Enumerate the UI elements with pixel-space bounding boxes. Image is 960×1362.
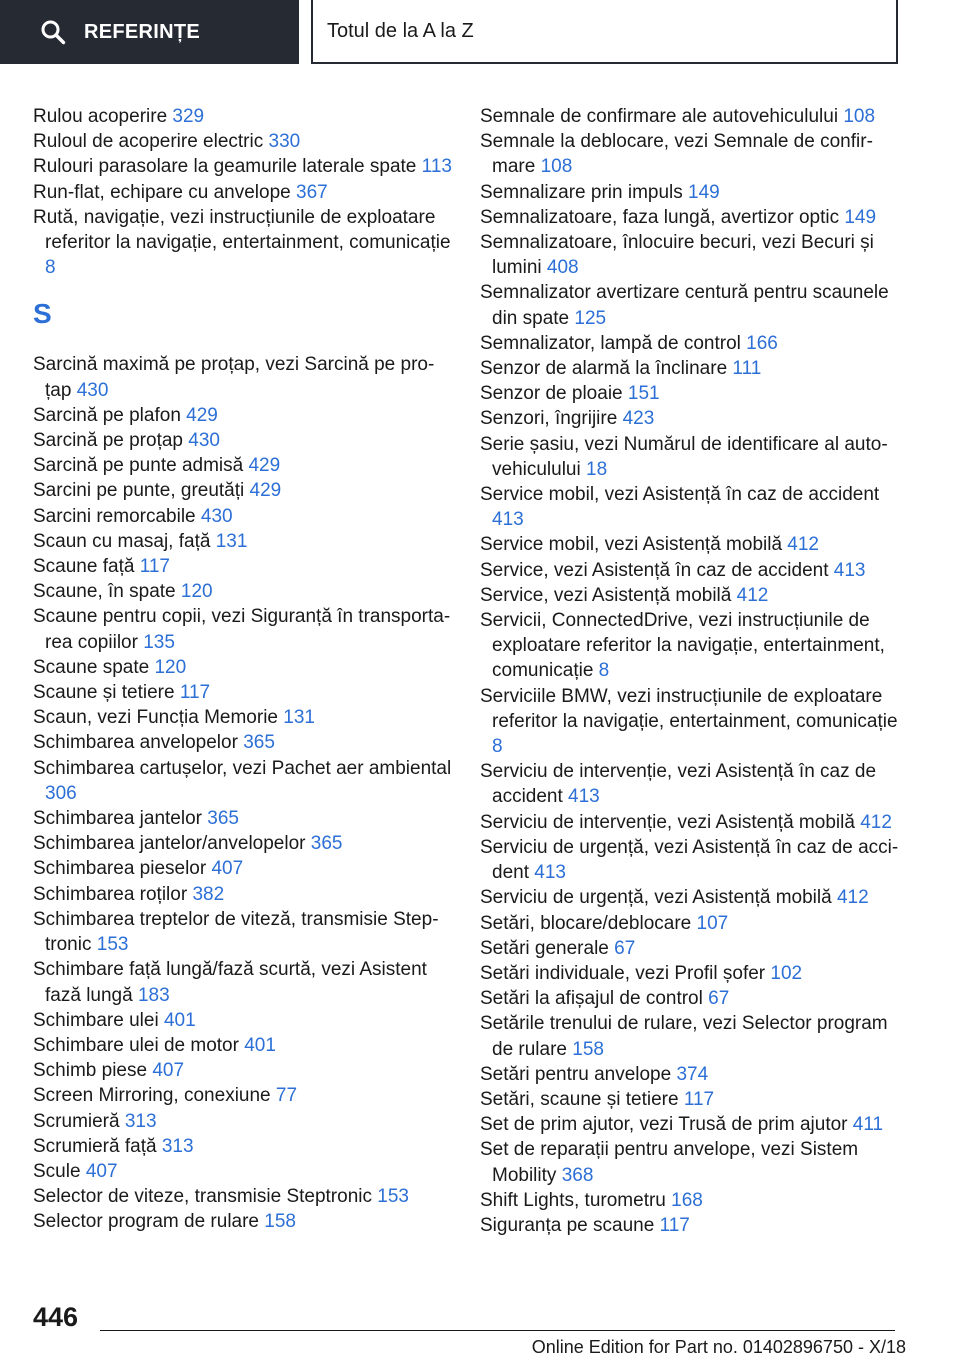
page-link[interactable]: 423 — [622, 408, 655, 430]
index-entry-text: Scrumieră față — [33, 1135, 162, 1157]
top-navigation — [0, 0, 960, 66]
index-entry-text: Scaune și tetiere — [33, 682, 180, 704]
index-entry-text: Schimbarea jantelor/anvelopelor — [33, 833, 311, 855]
footer-divider — [100, 1330, 895, 1331]
page-link[interactable]: 413 — [833, 559, 866, 581]
page-link[interactable]: 8 — [492, 736, 503, 758]
index-entry — [480, 1011, 900, 1061]
index-entry-text: Senzor de alarmă la înclinare — [480, 358, 733, 380]
page-link[interactable]: 117 — [683, 1088, 715, 1110]
page-link[interactable]: 408 — [546, 257, 579, 279]
page-link[interactable]: 153 — [377, 1186, 409, 1208]
index-entry-text: Rută, navigație, vezi instrucțiunile de exploatare referitor la navigație, entertainment, comunicație — [33, 206, 451, 254]
index-entry-text: Schimbare ulei de motor — [33, 1034, 245, 1056]
index-entry-text: Semnale de confirmare ale autovehiculului — [480, 106, 844, 127]
index-entry-text: Sarcină pe proțap — [33, 430, 189, 452]
index-entry — [33, 1134, 453, 1159]
index-entry — [480, 936, 900, 961]
index-entry-text: Screen Mirroring, conexiune — [33, 1085, 276, 1107]
page-link[interactable]: 401 — [244, 1034, 276, 1056]
page-link[interactable]: 430 — [188, 430, 220, 452]
page-link[interactable]: 108 — [843, 106, 876, 127]
index-entry — [480, 1087, 900, 1112]
index-entry-text: Semnalizatoare, înlocuire becuri, vezi Becuri și lumini — [480, 232, 874, 279]
page-link[interactable]: 149 — [688, 181, 720, 203]
page-link[interactable]: 149 — [844, 206, 877, 228]
index-entry — [33, 453, 453, 478]
page-number: 446 — [33, 1302, 79, 1332]
index-entry — [480, 558, 900, 583]
page-link[interactable]: 382 — [192, 883, 225, 905]
index-entry — [33, 806, 453, 831]
page-link[interactable]: 365 — [243, 732, 275, 754]
section-letter: S — [33, 298, 52, 330]
index-entry-text: Service mobil, vezi Asistență mobilă — [480, 534, 788, 556]
index-entry — [480, 230, 900, 280]
index-entry — [480, 608, 900, 684]
index-entry — [33, 957, 453, 1007]
page-link[interactable]: 368 — [561, 1164, 594, 1186]
index-entry-text: Semnalizare prin impuls — [480, 181, 689, 203]
index-entry-text: Setările trenului de rulare, vezi Selector program de rulare — [480, 1013, 888, 1060]
index-entry-text: Rulouri parasolare la geamurile laterale spate — [33, 156, 422, 178]
index-entry-text: Sarcină maximă pe proțap, vezi Sarcină pe proțap — [33, 354, 435, 401]
page-link[interactable]: 430 — [76, 379, 109, 401]
page-link[interactable]: 117 — [179, 682, 211, 704]
index-entry-text: Sarcini pe punte, greutăți — [33, 480, 250, 502]
page-link[interactable]: 166 — [746, 332, 778, 354]
index-entry — [33, 478, 453, 503]
index-entry — [33, 705, 453, 730]
page-link[interactable]: 183 — [137, 984, 170, 1006]
page-link[interactable]: 374 — [676, 1063, 709, 1085]
index-entry-text: Set de reparații pentru anvelope, vezi Sistem Mobility — [480, 1139, 859, 1186]
page-link[interactable]: 430 — [200, 505, 233, 527]
index-entry-text: Shift Lights, turometru — [480, 1189, 672, 1211]
index-entry — [33, 655, 453, 680]
page-link[interactable]: 401 — [163, 1009, 196, 1031]
index-entry — [480, 104, 900, 129]
tab-a-to-z[interactable] — [311, 0, 898, 64]
page-link[interactable]: 412 — [860, 811, 892, 833]
index-entry-text: Senzori, îngrijire — [480, 408, 623, 430]
index-entry — [480, 961, 900, 986]
index-entry — [480, 1137, 900, 1187]
index-entry — [480, 356, 900, 381]
page-link[interactable]: 135 — [143, 631, 175, 653]
index-entry-text: Serviciile BMW, vezi instrucțiunile de exploatare referitor la navigație, entertainment, comunicație — [480, 685, 898, 732]
index-entry — [33, 180, 453, 205]
index-entry-text: Schimbare ulei — [33, 1009, 164, 1031]
index-entry-text: Scaune față — [33, 556, 140, 578]
index-entry — [33, 579, 453, 604]
index-entry-text: Schimbarea anvelopelor — [33, 732, 244, 754]
index-entry — [33, 205, 453, 281]
index-entry-text: Semnale la deblocare, vezi Semnale de confirmare — [480, 131, 873, 178]
page-link[interactable]: 8 — [598, 660, 610, 682]
index-entry — [33, 1033, 453, 1058]
index-list-s — [33, 352, 453, 1234]
page-link[interactable]: 330 — [268, 131, 301, 153]
page-link[interactable]: 131 — [215, 530, 248, 552]
page-link[interactable]: 367 — [296, 181, 328, 203]
index-entry-text: Serviciu de intervenție, vezi Asistență mobilă — [480, 811, 861, 833]
index-entry-text: Setări, scaune și tetiere — [480, 1088, 684, 1110]
index-entry-text: Selector de viteze, transmisie Steptronic — [33, 1186, 378, 1208]
index-entry-text: Siguranța pe scaune — [480, 1214, 660, 1236]
index-entry-text: Serie șasiu, vezi Numărul de identificare al autovehiculului — [480, 433, 888, 480]
index-entry-text: Selector program de rulare — [33, 1211, 265, 1233]
page-link[interactable]: 429 — [186, 404, 218, 426]
index-entry — [480, 810, 900, 835]
tab-a-to-z-label: Totul de la A la Z — [327, 19, 474, 42]
index-entry — [480, 583, 900, 608]
page-link[interactable]: 113 — [421, 156, 452, 178]
page-link[interactable]: 67 — [614, 937, 636, 959]
page-link[interactable]: 306 — [45, 782, 77, 804]
page-link[interactable]: 365 — [207, 808, 239, 830]
index-entry — [33, 428, 453, 453]
index-entry-text: Service mobil, vezi Asistență în caz de accident — [480, 484, 880, 506]
index-list-s-continued — [480, 104, 900, 1238]
index-entry — [480, 1188, 900, 1213]
index-entry — [480, 1062, 900, 1087]
index-entry-text: Schimbare față lungă/fază scurtă, vezi Asistent fază lungă — [33, 959, 427, 1006]
index-entry-text: Senzor de ploaie — [480, 383, 628, 405]
index-entry — [33, 1209, 453, 1234]
page-link[interactable]: 407 — [152, 1060, 185, 1082]
index-entry — [480, 432, 900, 482]
index-entry-text: Sarcini remorcabile — [33, 505, 201, 527]
index-entry-text: Setări generale — [480, 937, 615, 959]
page-link[interactable]: 102 — [770, 962, 803, 984]
index-entry — [33, 554, 453, 579]
index-entry — [480, 532, 900, 557]
page-link[interactable]: 8 — [45, 257, 56, 279]
index-entry — [480, 1213, 900, 1238]
index-entry — [480, 180, 900, 205]
page-link[interactable]: 108 — [540, 156, 573, 178]
page-link[interactable]: 111 — [732, 358, 762, 380]
page-link[interactable]: 117 — [659, 1214, 690, 1236]
index-entry — [480, 205, 900, 230]
page-link[interactable]: 151 — [627, 383, 660, 405]
index-entry — [33, 1159, 453, 1184]
index-entry-text: Setări individuale, vezi Profil șofer — [480, 962, 771, 984]
index-entry — [33, 529, 453, 554]
index-entry — [33, 504, 453, 529]
index-entry-text: Schimbarea roților — [33, 883, 193, 905]
index-entry — [480, 381, 900, 406]
page-link[interactable]: 153 — [96, 934, 129, 956]
page-link[interactable]: 18 — [586, 458, 608, 480]
index-entry — [33, 756, 453, 806]
search-icon — [40, 19, 66, 45]
page-link[interactable]: 120 — [154, 656, 187, 678]
index-entry — [33, 680, 453, 705]
page-link[interactable]: 412 — [787, 534, 819, 556]
index-entry — [480, 759, 900, 809]
index-entry-text: Service, vezi Asistență în caz de accident — [480, 559, 834, 581]
index-entry — [33, 882, 453, 907]
index-entry-text: Serviciu de urgență, vezi Asistență mobilă — [480, 887, 837, 909]
page-link[interactable]: 413 — [492, 509, 524, 531]
index-entry — [480, 885, 900, 910]
index-entry-text: Serviciu de urgență, vezi Asistență în caz de accident — [480, 836, 899, 884]
page-link[interactable]: 429 — [249, 480, 282, 502]
index-entry-text: Scaune, în spate — [33, 581, 181, 603]
index-entry-text: Schimbarea cartușelor, vezi Pachet aer ambiental — [33, 757, 452, 779]
index-entry — [33, 403, 453, 428]
index-entry — [33, 856, 453, 881]
index-entry — [33, 1058, 453, 1083]
index-entry — [33, 907, 453, 957]
page-link[interactable]: 329 — [172, 106, 205, 127]
page-link[interactable]: 313 — [124, 1110, 157, 1132]
page-link[interactable]: 125 — [574, 307, 607, 329]
index-entry — [480, 1112, 900, 1137]
page-link[interactable]: 107 — [696, 912, 729, 934]
page-link[interactable]: 158 — [572, 1038, 604, 1060]
index-entry-text: Scaun cu masaj, față — [33, 530, 216, 552]
page-link[interactable]: 67 — [708, 988, 730, 1010]
page-link[interactable]: 158 — [264, 1211, 296, 1233]
index-entry-text: Run-flat, echipare cu anvelope — [33, 181, 296, 203]
page-link[interactable]: 429 — [248, 455, 281, 477]
index-entry-text: Schimbarea pieselor — [33, 858, 212, 880]
page-link[interactable]: 411 — [852, 1114, 884, 1136]
index-entry-text: Semnalizatoare, faza lungă, avertizor optic — [480, 206, 845, 228]
tab-references[interactable] — [0, 0, 299, 64]
index-entry — [480, 835, 900, 885]
page-link[interactable]: 168 — [671, 1189, 703, 1211]
index-entry — [33, 1008, 453, 1033]
index-entry-text: Setări pentru anvelope — [480, 1063, 677, 1085]
index-entry-text: Semnalizator avertizare centură pentru scaunele din spate — [480, 282, 889, 329]
page-link[interactable]: 413 — [534, 862, 566, 884]
page-link[interactable]: 412 — [736, 584, 769, 606]
index-entry — [33, 1109, 453, 1134]
index-entry — [480, 986, 900, 1011]
page-link[interactable]: 117 — [139, 556, 170, 578]
index-entry-text: Serviciu de intervenție, vezi Asistență în caz de accident — [480, 761, 877, 808]
index-entry-text: Schimbarea treptelor de viteză, transmisie Steptronic — [33, 908, 439, 956]
index-entry — [480, 684, 900, 760]
index-column-right — [480, 104, 900, 1238]
index-entry-text: Scule — [33, 1160, 86, 1182]
index-entry — [480, 280, 900, 330]
page-link[interactable]: 77 — [275, 1085, 298, 1107]
page-link[interactable]: 313 — [161, 1135, 194, 1157]
index-column-left — [33, 104, 453, 1235]
index-entry — [33, 352, 453, 402]
index-entry — [480, 406, 900, 431]
index-list-r — [33, 104, 453, 280]
index-entry — [33, 1083, 453, 1108]
index-entry — [480, 482, 900, 532]
index-entry-text: Sarcină pe plafon — [33, 404, 187, 426]
index-entry — [480, 911, 900, 936]
index-entry-text: Servicii, ConnectedDrive, vezi instrucțiunile de exploatare referitor la navigație, entertainment, comunicație — [480, 610, 885, 682]
edition-footer: Online Edition for Part no. 01402896750 - X/18 — [531, 1337, 906, 1357]
index-entry-text: Semnalizator, lampă de control — [480, 332, 747, 354]
index-entry — [33, 104, 453, 129]
index-entry-text: Schimb piese — [33, 1060, 153, 1082]
index-entry-text: Schimbarea jantelor — [33, 808, 208, 830]
index-entry-text: Scaun, vezi Funcția Memorie — [33, 707, 284, 729]
index-entry-text: Service, vezi Asistență mobilă — [480, 584, 737, 606]
index-entry-text: Set de prim ajutor, vezi Trusă de prim ajutor — [480, 1114, 853, 1136]
index-entry — [480, 129, 900, 179]
page-link[interactable]: 413 — [568, 786, 600, 808]
index-entry-text: Rulou acoperire — [33, 106, 173, 127]
index-entry-text: Scrumieră — [33, 1110, 125, 1132]
index-entry-text: Sarcină pe punte admisă — [33, 455, 249, 477]
index-entry — [33, 604, 453, 654]
page-link[interactable]: 407 — [85, 1160, 118, 1182]
tab-references-label: REFERINȚE — [84, 20, 201, 43]
index-entry — [480, 331, 900, 356]
page-link[interactable]: 131 — [283, 707, 315, 729]
page-link[interactable]: 120 — [180, 581, 213, 603]
index-entry — [33, 730, 453, 755]
index-entry — [33, 154, 453, 179]
index-entry-text: Scaune pentru copii, vezi Siguranță în transportarea copiilor — [33, 606, 451, 653]
index-entry-text: Setări la afișajul de control — [480, 988, 709, 1010]
page-link[interactable]: 412 — [836, 887, 869, 909]
index-entry — [33, 129, 453, 154]
index-entry-text: Ruloul de acoperire electric — [33, 131, 269, 153]
index-entry-text: Scaune spate — [33, 656, 155, 678]
index-entry-text: Setări, blocare/deblocare — [480, 912, 697, 934]
index-entry — [33, 1184, 453, 1209]
index-entry — [33, 831, 453, 856]
page-link[interactable]: 365 — [310, 833, 343, 855]
page-link[interactable]: 407 — [211, 858, 244, 880]
